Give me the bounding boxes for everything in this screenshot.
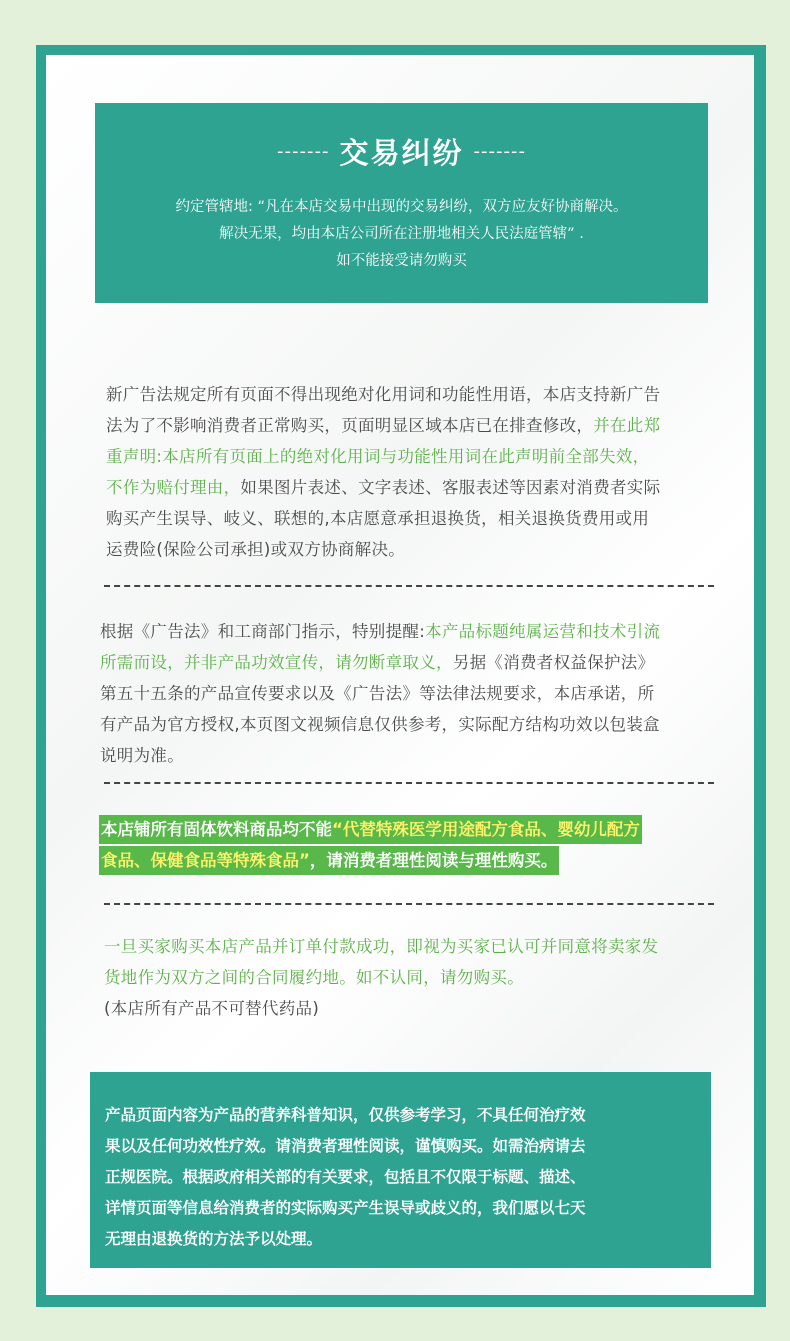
text-line xyxy=(100,616,660,647)
dashed-divider xyxy=(104,585,714,587)
text-segment: 另据《消费者权益保护法》 xyxy=(452,653,655,672)
contract-place-notice xyxy=(104,931,658,1024)
highlight-line xyxy=(99,815,642,844)
text-line: 重声明:本店所有页面上的绝对化用词与功能性用词在此声明前全部失效， xyxy=(106,447,650,466)
text-line xyxy=(106,472,660,503)
text-line: 有产品为官方授权,本页图文视频信息仅供参考，实际配方结构功效以包装盒 xyxy=(100,715,660,734)
ad-law-reminder xyxy=(100,616,660,771)
header-line: 如不能接受请勿购买 xyxy=(336,253,467,269)
text-line xyxy=(106,410,660,441)
footer-line: 无理由退换货的方法予以处理。 xyxy=(105,1230,323,1248)
content-panel xyxy=(46,55,754,1295)
text-segment: 如果图片表述、文字表述、客服表述等因素对消费者实际 xyxy=(240,478,661,497)
ad-law-statement xyxy=(106,379,660,565)
text-segment: ，请消费者理性阅读与理性购买。 xyxy=(309,851,558,870)
green-text-segment: 所需而设，并非产品功效宣传，请勿断章取义， xyxy=(100,653,453,672)
solid-drink-notice xyxy=(99,815,642,877)
header-line: 解决无果，均由本店公司所在注册地相关人民法庭管辖” . xyxy=(219,226,584,242)
green-text-segment: 不作为赔付理由， xyxy=(106,478,241,497)
dashed-divider xyxy=(104,782,714,784)
yellow-text-segment: 食品、保健食品等特殊食品” xyxy=(101,851,310,870)
text-segment: 法为了不影响消费者正常购买，页面明显区域本店已在排查修改， xyxy=(106,416,594,435)
text-line xyxy=(100,647,660,678)
footer-line: 果以及任何功效性疗效。请消费者理性阅读，谨慎购买。如需治病请去 xyxy=(105,1137,586,1155)
text-segment: 根据《广告法》和工商部门指示，特别提醒: xyxy=(100,622,426,641)
text-line: 说明为准。 xyxy=(100,746,184,765)
text-line: (本店所有产品不可替代药品) xyxy=(104,999,320,1018)
highlight-line xyxy=(99,846,559,875)
text-line: 新广告法规定所有页面不得出现绝对化用词和功能性用语，本店支持新广告 xyxy=(106,385,661,404)
text-line: 购买产生误导、岐义、联想的,本店愿意承担退换货，相关退换货费用或用 xyxy=(106,509,650,528)
footer-line: 产品页面内容为产品的营养科普知识，仅供参考学习，不具任何治疗效 xyxy=(105,1106,586,1124)
text-line: 货地作为双方之间的合同履约地。如不认同，请勿购买。 xyxy=(104,968,524,987)
header-line: 约定管辖地: “凡在本店交易中出现的交易纠纷，双方应友好协商解决。 xyxy=(175,199,628,215)
page-frame xyxy=(36,45,766,1307)
dashed-divider xyxy=(104,903,714,905)
green-text-segment: 并在此郑 xyxy=(593,416,661,435)
yellow-text-segment: “代替特殊医学用途配方食品、婴幼儿配方 xyxy=(332,820,640,839)
title-dash-left: ------- xyxy=(277,141,330,162)
footer-line: 正规医院。根据政府相关部的有关要求，包括且不仅限于标题、描述、 xyxy=(105,1168,586,1186)
jurisdiction-text xyxy=(95,194,708,275)
title-dash-right: ------- xyxy=(473,141,526,162)
disclaimer-box xyxy=(90,1072,711,1268)
text-segment: 本店铺所有固体饮料商品均不能 xyxy=(101,820,332,839)
header-title-row xyxy=(95,131,708,172)
page-title: 交易纠纷 xyxy=(339,136,464,170)
disclaimer-text xyxy=(105,1100,586,1255)
dispute-header-box xyxy=(95,103,708,303)
footer-line: 详情页面等信息给消费者的实际购买产生误导或歧义的，我们愿以七天 xyxy=(105,1199,586,1217)
text-line: 第五十五条的产品宣传要求以及《广告法》等法律法规要求，本店承诺，所 xyxy=(100,684,655,703)
text-line: 运费险(保险公司承担)或双方协商解决。 xyxy=(106,540,406,559)
text-line: 一旦买家购买本店产品并订单付款成功，即视为买家已认可并同意将卖家发 xyxy=(104,937,659,956)
green-text-segment: 本产品标题纯属运营和技术引流 xyxy=(425,622,661,641)
